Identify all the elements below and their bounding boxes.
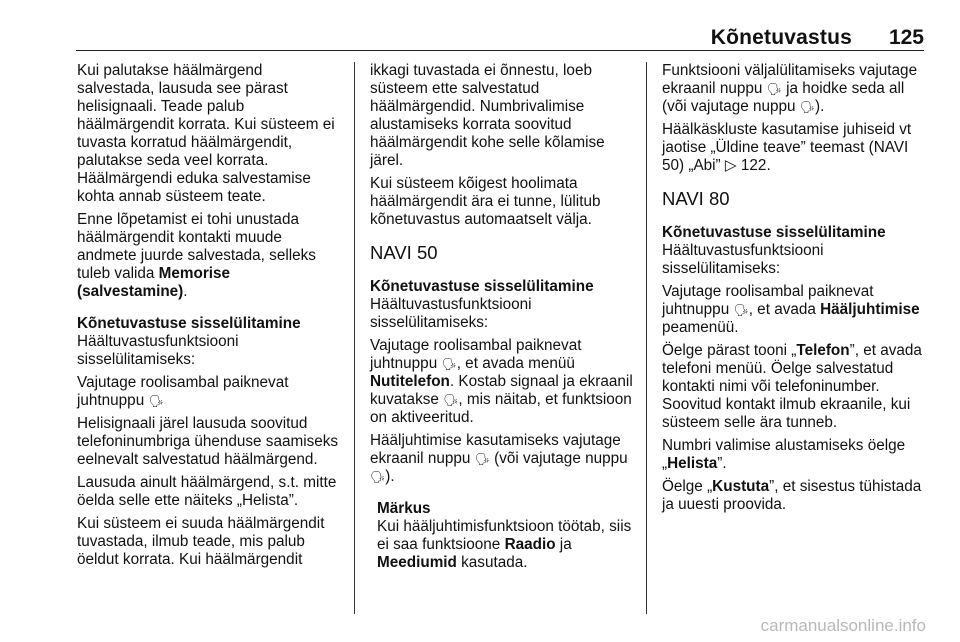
paragraph: Häältuvastusfunktsiooni sisselülitamiseks: bbox=[77, 333, 239, 368]
paragraph: ikkagi tuvastada ei õnnestu, loeb süsteem ette salvestatud häälmärgendid. Numbrivalimise alustamiseks korrata soovitud häälmärgendit kohe selle kõlamise järel. bbox=[370, 62, 605, 169]
voice-control-icon: 🗣 bbox=[474, 452, 490, 466]
column-divider-right bbox=[646, 62, 647, 614]
paragraph: Häältuvastusfunktsiooni sisselülitamiseks: bbox=[662, 242, 824, 277]
voice-control-icon: 🗣 bbox=[443, 393, 459, 407]
note-text: Kui hääljuhtimisfunktsioon töötab, siis ei saa funktsioone Raadio ja Meediumid kasutada. bbox=[377, 518, 632, 571]
paragraph: Vajutage roolisambal paiknevat juhtnuppu 🗣, et avada Hääljuhtimise peamenüü. bbox=[662, 283, 920, 336]
section-heading: Kõnetuvastuse sisselülitamine bbox=[662, 224, 886, 241]
voice-control-icon: 🗣 bbox=[148, 394, 164, 408]
voice-control-icon: 🗣 bbox=[799, 100, 816, 114]
voice-control-icon: 🗣 bbox=[733, 303, 749, 317]
paragraph: Öelge pärast tooni „Telefon”, et avada telefoni menüü. Öelge salvestatud kontakti nimi või telefoninumber. Soovitud kontakt ilmub ekraanile, kui süsteem selle ära tunneb. bbox=[662, 342, 922, 431]
column-3 bbox=[662, 62, 926, 519]
paragraph: Häältuvastusfunktsiooni sisselülitamiseks: bbox=[370, 296, 532, 331]
note-box bbox=[377, 500, 634, 572]
paragraph: Kui süsteem ei suuda häälmärgendit tuvastada, ilmub teade, mis palub öeldut korrata. Kui häälmärgendit bbox=[77, 515, 325, 568]
paragraph: Häälkäskluste kasutamise juhiseid vt jaotise „Üldine teave” teemast (NAVI 50) „Abi” ▷ 122. bbox=[662, 121, 912, 174]
voice-control-icon: 🗣 bbox=[441, 357, 457, 371]
paragraph: Lausuda ainult häälmärgend, s.t. mitte öelda selle ette näiteks „Helista”. bbox=[77, 474, 337, 509]
section-heading-navi80: NAVI 80 bbox=[662, 188, 730, 209]
voice-control-icon: 🗣 bbox=[766, 82, 782, 96]
section-heading: Kõnetuvastuse sisselülitamine bbox=[370, 278, 594, 295]
paragraph: Helisignaali järel lausuda soovitud telefoninumbriga ühenduse saamiseks eelnevalt salvestatud häälmärgend. bbox=[77, 415, 339, 468]
paragraph: Funktsiooni väljalülitamiseks vajutage ekraanil nuppu 🗣 ja hoidke seda all (või vajutage nuppu 🗣). bbox=[662, 62, 918, 115]
section-heading-navi50: NAVI 50 bbox=[370, 242, 438, 263]
paragraph: Kui süsteem kõigest hoolimata häälmärgendit ära ei tunne, lülitub kõnetuvastus automaatselt välja. bbox=[370, 175, 601, 228]
header-rule bbox=[76, 50, 924, 51]
paragraph: Numbri valimise alustamiseks öelge „Helista”. bbox=[662, 437, 906, 472]
page-reference-triangle-icon: ▷ bbox=[724, 157, 737, 174]
note-title: Märkus bbox=[377, 500, 431, 517]
paragraph: Hääljuhtimise kasutamiseks vajutage ekraanil nuppu 🗣 (või vajutage nuppu 🗣). bbox=[370, 432, 628, 485]
column-divider-left bbox=[354, 62, 355, 614]
section-heading: Kõnetuvastuse sisselülitamine bbox=[77, 315, 301, 332]
column-2 bbox=[370, 62, 634, 572]
paragraph: Vajutage roolisambal paiknevat juhtnuppu 🗣 bbox=[77, 374, 289, 409]
paragraph: Öelge „Kustuta”, et sisestus tühistada ja uuesti proovida. bbox=[662, 478, 922, 513]
page-number: 125 bbox=[888, 26, 924, 49]
page-header bbox=[76, 26, 924, 50]
paragraph: Enne lõpetamist ei tohi unustada häälmärgendit kontakti muude andmete juurde salvestada, selleks tuleb valida Memorise (salvestamine). bbox=[77, 211, 316, 300]
paragraph: Kui palutakse häälmärgend salvestada, lausuda see pärast helisignaali. Teade palub häälmärgendit korrata. Kui süsteem ei tuvasta korratud häälmärgendit, palutakse seda veel korrata. Häälmärgendi eduka salvestamise kohta annab süsteem teate. bbox=[77, 62, 335, 205]
page-title: Kõnetuvastus bbox=[710, 26, 852, 49]
watermark: carmanualsonline.info bbox=[760, 616, 926, 635]
paragraph: Vajutage roolisambal paiknevat juhtnuppu 🗣, et avada menüü Nutitelefon. Kostab signaal ja ekraanil kuvatakse 🗣, mis näitab, et funktsioon on aktiveeritud. bbox=[370, 337, 633, 426]
voice-control-icon: 🗣 bbox=[370, 470, 386, 484]
column-1 bbox=[77, 62, 339, 574]
